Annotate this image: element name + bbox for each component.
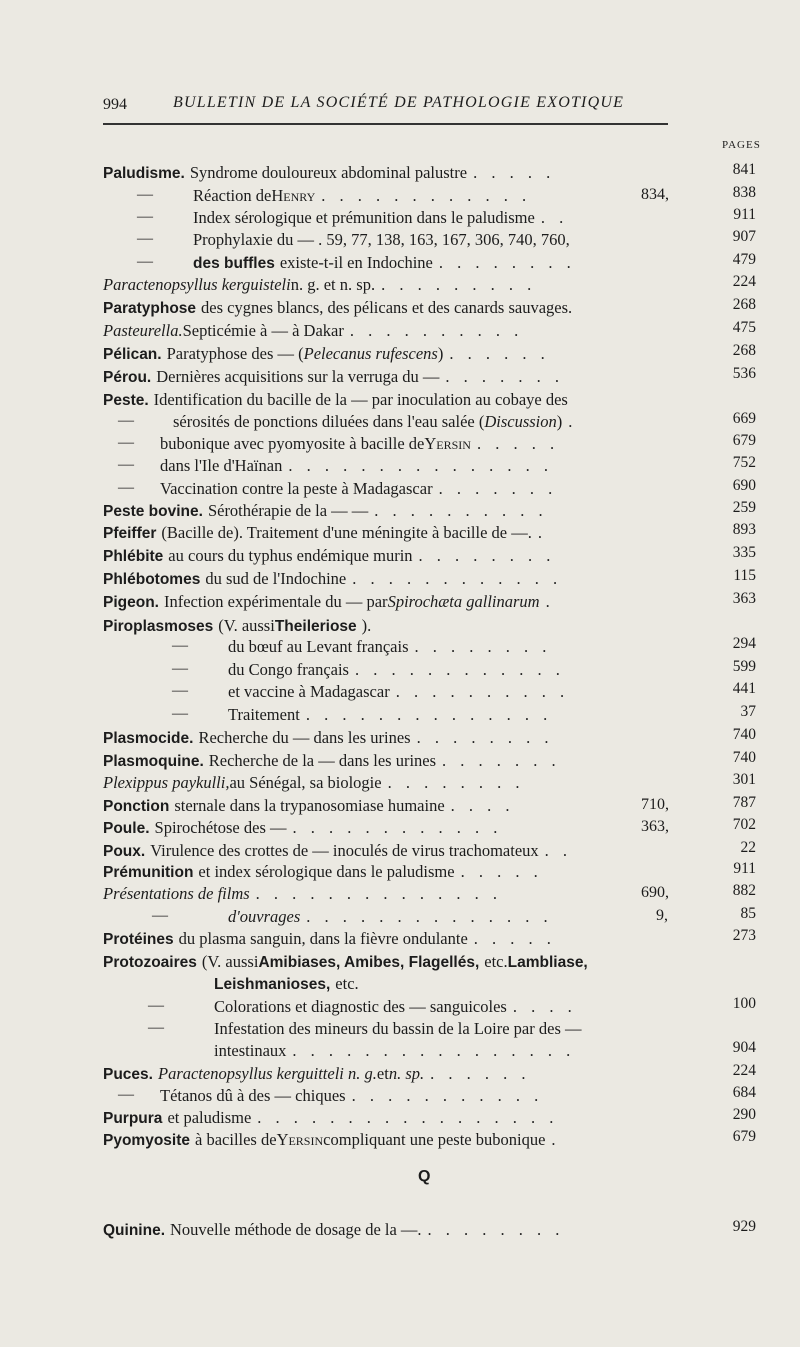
index-entry: [103, 321, 523, 342]
leader-dots: .: [545, 592, 555, 611]
index-entry: [173, 412, 577, 433]
index-entry: [103, 275, 536, 296]
index-entry: [228, 637, 551, 658]
entry-text: bubonique avec pyomyosite à bacille de: [160, 434, 425, 453]
entry-italic: Pasteurella.: [103, 321, 183, 340]
entry-text: du bœuf au Levant français: [228, 637, 409, 656]
leader-dots: . . . . . . . . .: [381, 275, 537, 294]
index-entry: [160, 1086, 543, 1107]
entry-text: Recherche du — dans les urines: [198, 728, 411, 747]
entry-text: Virulence des crottes de — inoculés de virus trachomateux: [150, 841, 539, 860]
entry-text: Prophylaxie du — . 59, 77, 138, 163, 167, 306, 740, 760,: [193, 230, 570, 249]
page-reference: 690: [732, 477, 756, 494]
entry-text: sternale dans la trypanosomiase humaine: [174, 796, 445, 815]
entry-text: Nouvelle méthode de dosage de la —.: [170, 1220, 422, 1239]
entry-text: Infection expérimentale du — par: [163, 592, 388, 611]
page-reference: 290: [732, 1106, 756, 1123]
leader-dots: . . . . . . .: [442, 751, 561, 770]
entry-small-caps: Yersin: [424, 434, 471, 453]
leader-dots: . . . . . . . . . .: [349, 321, 524, 340]
leader-dots: . . . . . . . .: [387, 773, 525, 792]
entry-text: et index sérologique dans le paludisme: [198, 862, 455, 881]
page-reference: 702: [732, 816, 756, 833]
leader-dots: . . . . . . . . . . . .: [354, 660, 565, 679]
leader-dots: . . . . . . . .: [418, 546, 556, 565]
index-entry: [214, 1019, 582, 1040]
entry-heading: Pérou.: [103, 369, 152, 386]
leader-dots: . . . . . . . . . . . . . .: [306, 907, 553, 926]
page-reference: 335: [732, 544, 756, 561]
entry-text: du sud de l'Indochine: [205, 569, 347, 588]
leader-dots: . . . . . . . .: [414, 637, 552, 656]
entry-heading: Leishmanioses,: [214, 976, 331, 993]
entry-heading: Theileriose: [274, 618, 357, 635]
page-reference: 929: [732, 1218, 756, 1235]
entry-dash: —: [148, 1019, 164, 1036]
entry-dash: —: [137, 208, 153, 225]
header-rule: [103, 123, 668, 125]
page-reference: 268: [732, 342, 756, 359]
entry-text: et vaccine à Madagascar: [228, 682, 390, 701]
leader-dots: . . . . .: [473, 163, 556, 182]
leader-dots: . . . . . . . . . . . .: [321, 186, 532, 205]
leader-dots: .: [568, 412, 578, 431]
entry-italic: Discussion: [484, 412, 557, 431]
leader-dots: . . . . . . . .: [416, 728, 554, 747]
entry-dash: —: [137, 186, 153, 203]
leader-dots: . . . . . . . . . . .: [351, 1086, 544, 1105]
entry-heading: Peste.: [103, 392, 149, 409]
entry-dash: —: [148, 997, 164, 1014]
index-entry: [103, 818, 502, 839]
page-reference: 224: [732, 1062, 756, 1079]
leader-dots: . . . . . . . . . . . .: [352, 569, 563, 588]
leader-dots: . . . . .: [473, 929, 556, 948]
page-number: 994: [103, 96, 127, 113]
page-reference: 363: [732, 590, 756, 607]
index-entry: [103, 1130, 561, 1151]
page-reference: 259: [732, 499, 756, 516]
leader-dots: . . . . . . . . . . . . . . . .: [292, 1041, 576, 1060]
section-letter: Q: [418, 1168, 431, 1185]
index-entry: [103, 592, 555, 613]
entry-text: etc.: [335, 974, 359, 993]
entry-italic: Paractenopsyllus kerguisteli: [103, 275, 291, 294]
index-entry: [103, 344, 550, 365]
entry-italic: Spirochæta gallinarum: [387, 592, 540, 611]
page-reference: 273: [732, 927, 756, 944]
index-entry: [214, 1041, 575, 1062]
index-entry: [160, 479, 557, 500]
entry-heading: Protozoaires: [103, 954, 197, 971]
leader-dots: . . . . . . . . . . . .: [292, 818, 503, 837]
entry-heading: Amibiases, Amibes, Flagellés,: [258, 954, 480, 971]
entry-heading: Plasmoquine.: [103, 753, 204, 770]
entry-heading: Piroplasmoses: [103, 618, 214, 635]
page-reference: 904: [732, 1039, 756, 1056]
entry-dash: —: [172, 682, 188, 699]
index-entry: [103, 298, 572, 319]
page-reference: 684: [732, 1084, 756, 1101]
index-entry: [193, 230, 570, 251]
entry-text: ): [556, 412, 563, 431]
page-reference: 787: [732, 794, 756, 811]
entry-text: Spirochétose des —: [154, 818, 287, 837]
index-entry: [103, 929, 556, 950]
entry-inline-page: 9,: [656, 907, 668, 924]
entry-dash: —: [118, 479, 134, 496]
page-reference: 752: [732, 454, 756, 471]
entry-heading: Poule.: [103, 820, 150, 837]
entry-heading: Purpura: [103, 1110, 163, 1127]
entry-text: ): [437, 344, 444, 363]
page-reference: 599: [732, 658, 756, 675]
entry-small-caps: Henry: [271, 186, 316, 205]
page-reference: 22: [740, 839, 756, 856]
index-entry: [103, 390, 568, 411]
entry-heading: Lambliase,: [507, 954, 588, 971]
page-reference: 115: [733, 567, 756, 584]
entry-text: etc.: [484, 952, 508, 971]
page-reference: 294: [732, 635, 756, 652]
leader-dots: . . . . . .: [430, 1064, 531, 1083]
entry-italic: Présentations de films: [103, 884, 250, 903]
leader-dots: . . . . . . . . . . . . . .: [255, 884, 503, 903]
page-reference: 679: [732, 432, 756, 449]
entry-heading: Pigeon.: [103, 594, 159, 611]
entry-text: et: [376, 1064, 389, 1083]
entry-text: du Congo français: [228, 660, 349, 679]
index-entry: [214, 997, 577, 1018]
leader-dots: . . . .: [450, 796, 515, 815]
leader-dots: . .: [540, 208, 569, 227]
entry-italic: n. sp.: [388, 1064, 425, 1083]
leader-dots: . . . . . . . . . . . . . .: [305, 705, 553, 724]
index-entry: [103, 616, 371, 637]
entry-heading: Pyomyosite: [103, 1132, 191, 1149]
entry-inline-page: 834,: [641, 186, 669, 203]
entry-small-caps: Yersin: [276, 1130, 324, 1149]
entry-text: Index sérologique et prémunition dans le paludisme: [193, 208, 535, 227]
index-entry: [103, 884, 502, 905]
entry-text: Sérothérapie de la — —: [207, 501, 369, 520]
leader-dots: . . . . . . . . . .: [374, 501, 548, 520]
entry-dash: —: [137, 253, 153, 270]
leader-dots: . . . .: [512, 997, 577, 1016]
page-reference: 669: [732, 410, 756, 427]
page-reference: 740: [732, 726, 756, 743]
entry-heading: Phlébite: [103, 548, 164, 565]
index-entry: [103, 501, 548, 522]
entry-text: au cours du typhus endémique murin: [168, 546, 413, 565]
page-reference: 740: [732, 749, 756, 766]
entry-text: Réaction de: [193, 186, 272, 205]
index-entry: [193, 186, 531, 207]
entry-dash: —: [172, 705, 188, 722]
entry-dash: —: [172, 660, 188, 677]
entry-text: et paludisme: [167, 1108, 252, 1127]
entry-dash: —: [137, 230, 153, 247]
page-reference: 882: [732, 882, 756, 899]
entry-italic: d'ouvrages: [228, 907, 301, 926]
page-reference: 911: [733, 860, 756, 877]
entry-italic: Paractenopsyllus kerguitteli n. g.: [157, 1064, 377, 1083]
page-reference: 907: [732, 228, 756, 245]
page-reference: 536: [732, 365, 756, 382]
entry-text: Vaccination contre la peste à Madagascar: [160, 479, 433, 498]
index-entry: [228, 907, 553, 928]
page-reference: 224: [732, 273, 756, 290]
index-entry: [103, 862, 543, 883]
page-reference: 841: [732, 161, 756, 178]
page-reference: 301: [732, 771, 756, 788]
entry-heading: Puces.: [103, 1066, 153, 1083]
leader-dots: .: [537, 523, 547, 542]
entry-text: à bacilles de: [195, 1130, 277, 1149]
leader-dots: . . . . .: [460, 862, 543, 881]
entry-text: des cygnes blancs, des pélicans et des canards sauvages.: [201, 298, 573, 317]
entry-text: Recherche de la — dans les urines: [208, 751, 437, 770]
index-entry: [103, 773, 524, 794]
entry-text: sérosités de ponctions diluées dans l'eau salée (: [173, 412, 485, 431]
index-entry: [103, 751, 561, 772]
entry-heading: Ponction: [103, 798, 170, 815]
entry-italic: Plexippus paykulli,: [103, 773, 230, 792]
leader-dots: . . . . . . . . . . . . . . .: [288, 456, 553, 475]
leader-dots: .: [551, 1130, 561, 1149]
index-entry: [103, 1108, 558, 1129]
index-entry: [103, 841, 572, 862]
entry-text: (Bacille de). Traitement d'une méningite à bacille de —.: [161, 523, 532, 542]
leader-dots: . . . . . . . . . .: [395, 682, 570, 701]
index-entry: [103, 1220, 564, 1241]
entry-text: Infestation des mineurs du bassin de la Loire par des —: [214, 1019, 582, 1038]
entry-heading: des buffles: [193, 255, 275, 272]
entry-heading: Plasmocide.: [103, 730, 194, 747]
entry-heading: Pfeiffer: [103, 525, 157, 542]
index-entry: [103, 546, 555, 567]
entry-text: existe-t-il en Indochine: [279, 253, 433, 272]
page-reference: 268: [732, 296, 756, 313]
entry-heading: Poux.: [103, 843, 146, 860]
index-entry: [103, 367, 564, 388]
entry-text: compliquant une peste bubonique: [323, 1130, 546, 1149]
page-reference: 441: [732, 680, 756, 697]
page-reference: 37: [740, 703, 756, 720]
entry-heading: Pélican.: [103, 346, 162, 363]
leader-dots: . . . . . . . . . . . . . . . . .: [257, 1108, 559, 1127]
entry-heading: Prémunition: [103, 864, 194, 881]
entry-dash: —: [118, 1086, 134, 1103]
entry-dash: —: [118, 456, 134, 473]
entry-italic: Pelecanus rufescens: [303, 344, 438, 363]
entry-dash: —: [118, 434, 134, 451]
leader-dots: . . . . .: [476, 434, 560, 453]
entry-text: dans l'Ile d'Haïnan: [160, 456, 283, 475]
leader-dots: . . . . . .: [449, 344, 550, 363]
page-reference: 475: [732, 319, 756, 336]
index-entry: [103, 569, 562, 590]
page-reference: 85: [740, 905, 756, 922]
entry-dash: —: [118, 412, 134, 429]
index-entry: [160, 456, 553, 477]
page-reference: 679: [732, 1128, 756, 1145]
index-entry: [103, 163, 555, 184]
entry-text: Dernières acquisitions sur la verruga du —: [156, 367, 440, 386]
leader-dots: . . . . . . . .: [427, 1220, 565, 1239]
entry-text: Syndrome douloureux abdominal palustre: [189, 163, 468, 182]
leader-dots: . . . . . . . .: [438, 253, 576, 272]
page-reference: 100: [732, 995, 756, 1012]
page-reference: 479: [732, 251, 756, 268]
index-entry: [228, 682, 569, 703]
entry-dash: —: [152, 907, 168, 924]
page-reference: 911: [733, 206, 756, 223]
index-entry: [193, 253, 576, 274]
entry-text: du plasma sanguin, dans la fièvre ondulante: [178, 929, 468, 948]
index-entry: [103, 728, 553, 749]
page-reference: 838: [732, 184, 756, 201]
entry-text: Septicémie à — à Dakar: [182, 321, 344, 340]
entry-heading: Quinine.: [103, 1222, 165, 1239]
entry-text: Identification du bacille de la — par inoculation au cobaye des: [153, 390, 568, 409]
entry-inline-page: 363,: [641, 818, 669, 835]
running-header: [103, 94, 668, 118]
entry-dash: —: [172, 637, 188, 654]
leader-dots: . . . . . . .: [438, 479, 558, 498]
index-entry: [214, 974, 359, 995]
entry-text: (V. aussi: [218, 616, 275, 635]
entry-heading: Peste bovine.: [103, 503, 203, 520]
entry-text: (V. aussi: [201, 952, 259, 971]
entry-text: Paratyphose des — (: [166, 344, 304, 363]
leader-dots: . .: [544, 841, 573, 860]
page-reference: 893: [732, 521, 756, 538]
entry-text: ).: [361, 616, 372, 635]
entry-text: au Sénégal, sa biologie: [229, 773, 382, 792]
entry-inline-page: 710,: [641, 796, 669, 813]
index-entry: [103, 1064, 530, 1085]
entry-inline-page: 690,: [641, 884, 669, 901]
index-entry: [160, 434, 559, 455]
index-entry: [103, 523, 547, 544]
running-title: BULLETIN DE LA SOCIÉTÉ DE PATHOLOGIE EXOTIQUE: [173, 94, 625, 111]
index-entry: [103, 952, 593, 973]
entry-text: Traitement: [228, 705, 300, 724]
entry-heading: Phlébotomes: [103, 571, 201, 588]
entry-text: Tétanos dû à des — chiques: [160, 1086, 346, 1105]
index-entry: [193, 208, 568, 229]
entry-text: n. g. et n. sp.: [290, 275, 376, 294]
entry-text: intestinaux: [214, 1041, 287, 1060]
entry-text: Colorations et diagnostic des — sanguicoles: [214, 997, 507, 1016]
index-entry: [103, 796, 515, 817]
leader-dots: . . . . . . .: [445, 367, 565, 386]
entry-heading: Paludisme.: [103, 165, 185, 182]
pages-column-label: PAGES: [722, 139, 761, 151]
index-entry: [228, 660, 565, 681]
entry-heading: Paratyphose: [103, 300, 197, 317]
entry-heading: Protéines: [103, 931, 174, 948]
index-entry: [228, 705, 552, 726]
